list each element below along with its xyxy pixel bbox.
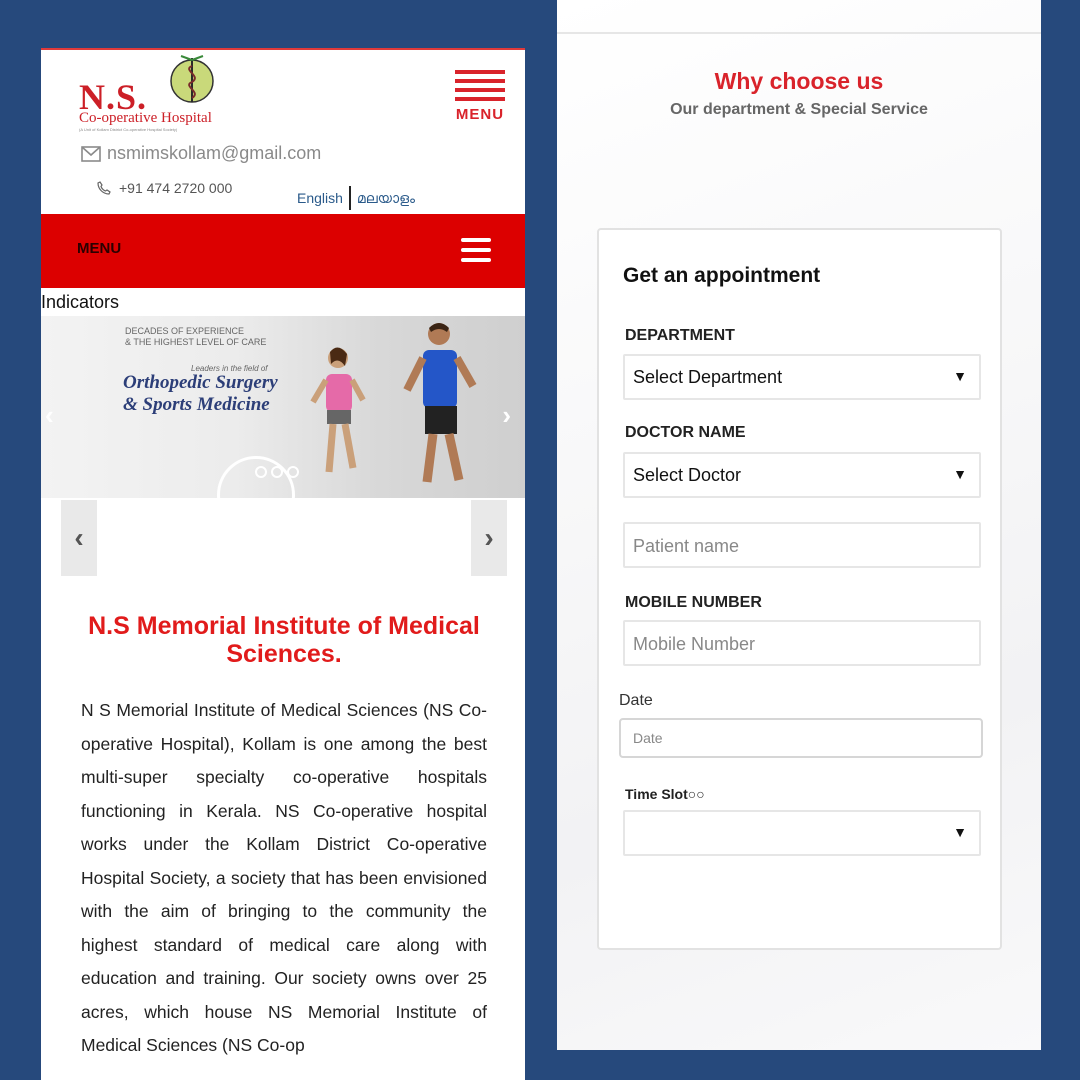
date-label: Date <box>619 692 653 709</box>
carousel-next-button[interactable] <box>471 500 507 576</box>
contact-email[interactable] <box>81 143 321 164</box>
nav-menu-label: MENU <box>77 240 122 257</box>
chevron-down-icon: ▼ <box>953 824 967 840</box>
runner-woman-image <box>303 344 373 494</box>
intro-paragraph: N S Memorial Institute of Medical Sciences (NS Co-operative Hospital), Kollam is one among the best multi-super specialty co-operative hospitals functioning in Kerala. NS Co-operative hospital works under the Kollam District Co-operative Hospital Society, a society that has been envisioned with the aim of bringing to the community the highest standard of medical care along with education and training. Our society owns over 25 acres, which house NS Memorial Institute of Medical Sciences (NS Co-op <box>81 700 487 1055</box>
doctor-select-value: Select Doctor <box>633 465 742 485</box>
banner-text-experience: DECADES OF EXPERIENCE & THE HIGHEST LEVEL OF CARE <box>125 326 267 347</box>
time-slot-select[interactable] <box>623 810 981 856</box>
banner-prev-icon[interactable]: ‹ <box>45 400 54 430</box>
date-input[interactable]: Date <box>619 718 983 758</box>
phone-icon <box>97 181 111 195</box>
top-menu-label: MENU <box>455 106 505 123</box>
caduceus-emblem-icon <box>167 54 217 104</box>
left-phone-screen <box>41 48 525 1080</box>
banner-dot[interactable] <box>287 466 299 478</box>
appointment-form <box>597 228 1002 950</box>
hamburger-icon[interactable] <box>461 238 491 268</box>
chevron-left-icon: ‹ <box>74 522 84 553</box>
department-label: DEPARTMENT <box>625 327 735 344</box>
why-choose-title: Why choose us <box>714 68 884 94</box>
email-text: nsmimskollam@gmail.com <box>107 143 322 163</box>
nav-bar[interactable] <box>41 214 525 288</box>
phone-text: +91 474 2720 000 <box>119 180 233 196</box>
doctor-label: DOCTOR NAME <box>625 424 746 441</box>
time-slot-label: Time Slot○○ <box>625 786 705 802</box>
page-heading: N.S Memorial Institute of Medical Sciences. <box>88 612 480 668</box>
patient-name-input[interactable]: Patient name <box>623 522 981 568</box>
lang-malayalam[interactable]: മലയാളം <box>356 189 415 206</box>
envelope-icon <box>81 146 101 162</box>
right-phone-screen <box>557 0 1041 1050</box>
carousel-indicators-label: Indicators <box>41 292 120 312</box>
contact-phone[interactable] <box>97 180 232 196</box>
logo-wordmark: N.S. <box>79 77 148 117</box>
why-choose-subtitle: Our department & Special Service <box>670 101 928 118</box>
hospital-logo[interactable] <box>79 54 239 132</box>
mobile-label: MOBILE NUMBER <box>625 594 762 611</box>
lang-english[interactable]: English <box>297 190 343 206</box>
banner-text-leaders: Leaders in the field of <box>191 364 268 373</box>
carousel-controls <box>61 500 507 576</box>
language-switcher <box>297 186 415 210</box>
banner-dot[interactable] <box>255 466 267 478</box>
carousel-prev-button[interactable] <box>61 500 97 576</box>
banner-dots <box>255 466 299 478</box>
banner-dot[interactable] <box>271 466 283 478</box>
hero-banner <box>41 316 525 498</box>
banner-next-icon[interactable]: › <box>502 400 511 430</box>
hamburger-icon <box>455 70 505 101</box>
logo-tagline: (A Unit of Kollam District Co-operative Hospital Society) <box>79 127 178 132</box>
chevron-down-icon: ▼ <box>953 368 967 384</box>
chevron-right-icon: › <box>484 522 494 553</box>
top-menu-button[interactable] <box>455 70 505 126</box>
runner-man-image <box>397 320 483 490</box>
chevron-down-icon: ▼ <box>953 466 967 482</box>
department-select[interactable] <box>623 354 981 400</box>
banner-text-specialty: Orthopedic Surgery & Sports Medicine <box>123 372 278 415</box>
doctor-select[interactable] <box>623 452 981 498</box>
department-select-value: Select Department <box>633 367 783 387</box>
mobile-number-input[interactable]: Mobile Number <box>623 620 981 666</box>
logo-subtitle: Co-operative Hospital <box>79 110 212 126</box>
appointment-title: Get an appointment <box>623 264 821 287</box>
section-divider <box>557 32 1041 34</box>
lang-divider <box>349 186 351 210</box>
